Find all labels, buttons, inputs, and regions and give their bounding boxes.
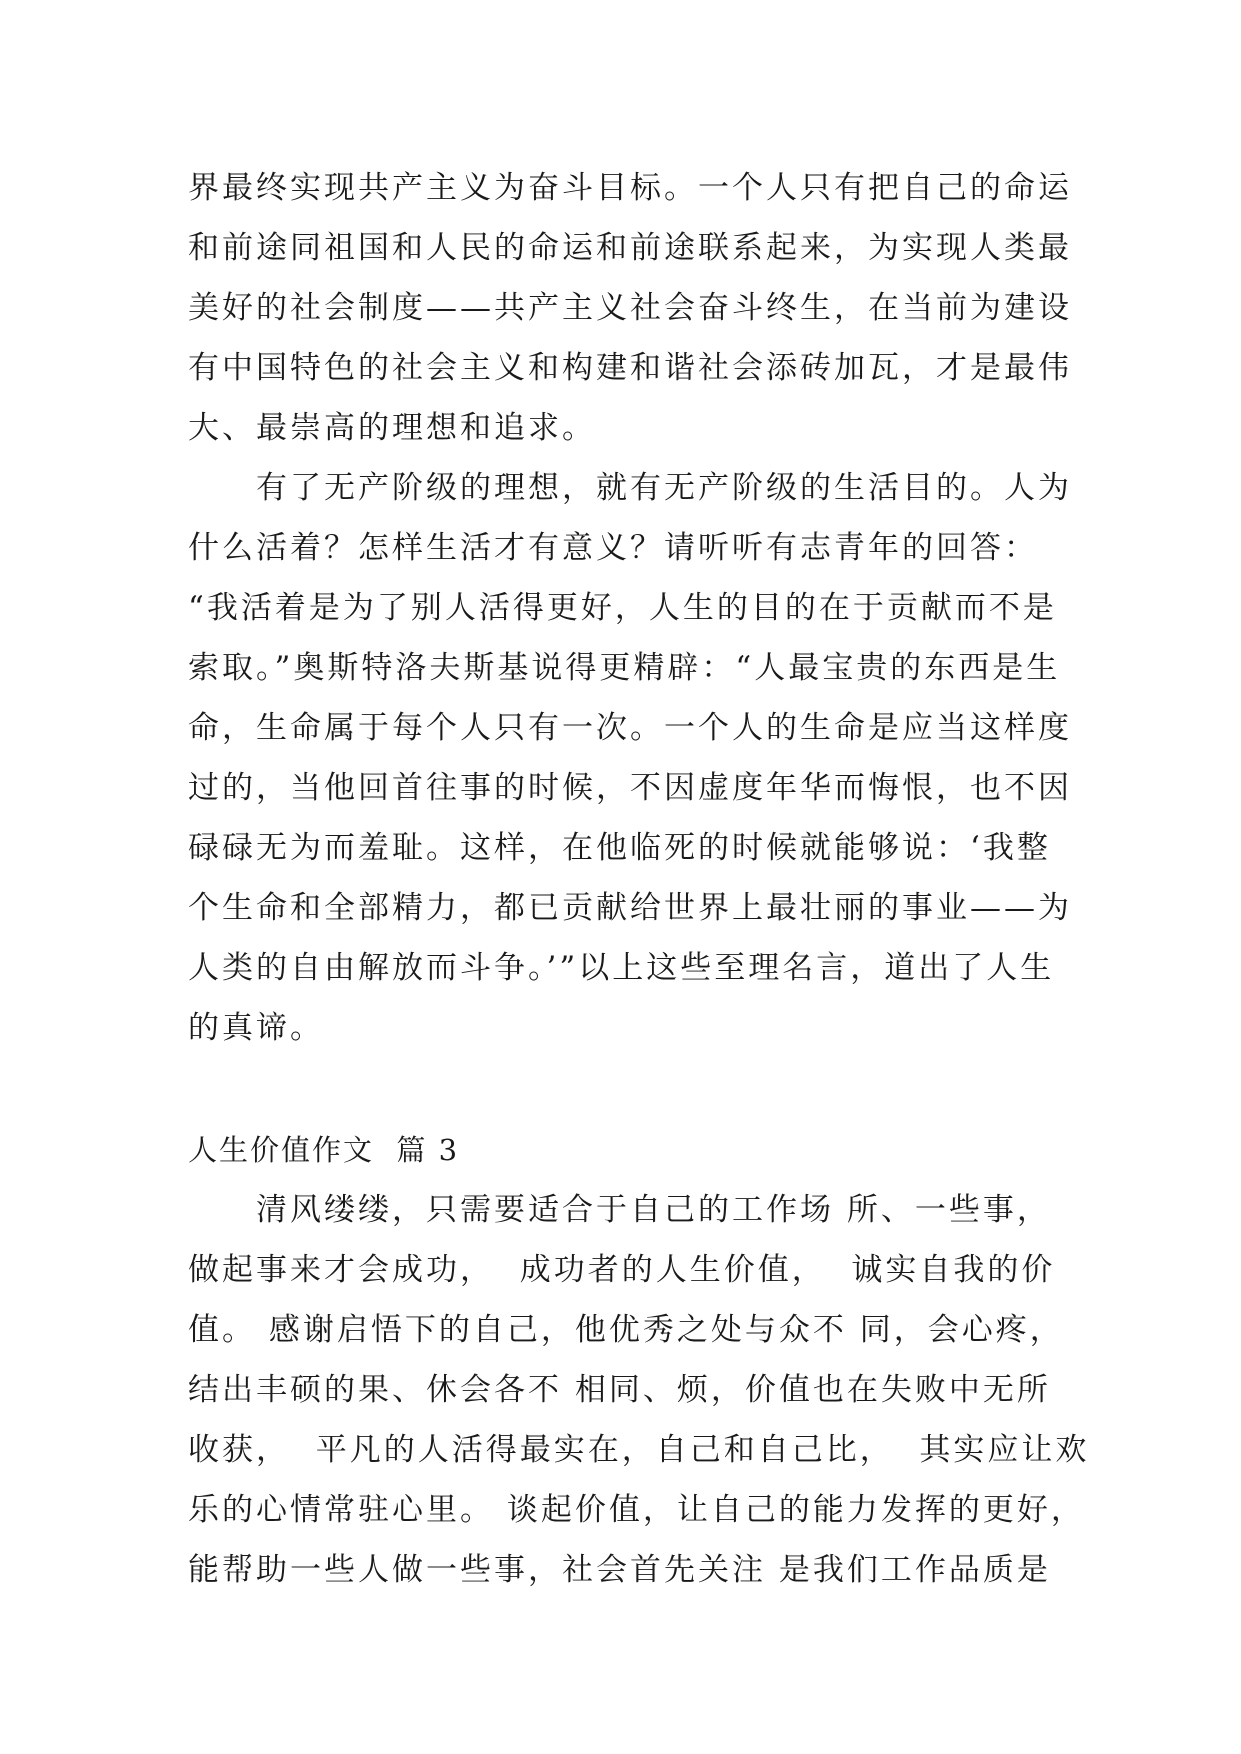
document-body — [188, 158, 1090, 1600]
text-line: 乐的心情常驻心里。 谈起价值，让自己的能力发挥的更好， — [188, 1492, 1085, 1528]
text-line: 能帮助一些人做一些事，社会首先关注 是我们工作品质是 — [188, 1552, 1051, 1588]
text-line: 美好的社会制度——共产主义社会奋斗终生，在当前为建设 — [188, 290, 1072, 326]
text-line: 值。 感谢启悟下的自己，他优秀之处与众不 同，会心疼， — [188, 1312, 1064, 1348]
text-line: 大、最崇高的理想和追求。 — [188, 410, 596, 446]
paragraph-2 — [188, 458, 1072, 1058]
text-line: “我活着是为了别人活得更好，人生的目的在于贡献而不是 — [188, 590, 1057, 626]
text-line: 索取。”奥斯特洛夫斯基说得更精辟：“人最宝贵的东西是生 — [188, 650, 1061, 686]
text-line: 和前途同祖国和人民的命运和前途联系起来，为实现人类最 — [188, 230, 1072, 266]
text-line: 命，生命属于每个人只有一次。一个人的生命是应当这样度 — [188, 710, 1072, 746]
section-heading: 人生价值作文 篇 3 — [188, 1133, 460, 1167]
text-line: 的真谛。 — [188, 1010, 324, 1046]
text-line: 界最终实现共产主义为奋斗目标。一个人只有把自己的命运 — [188, 170, 1072, 206]
text-line: 碌碌无为而羞耻。这样，在他临死的时候就能够说：‘我整 — [188, 830, 1051, 866]
text-line: 结出丰硕的果、休会各不 相同、烦，价值也在失败中无所 — [188, 1372, 1051, 1408]
text-line: 做起事来才会成功， 成功者的人生价值， 诚实自我的价 — [188, 1252, 1056, 1288]
text-line: 清风缕缕，只需要适合于自己的工作场 所、一些事， — [188, 1192, 1051, 1228]
text-line: 人类的自由解放而斗争。’”以上这些至理名言，道出了人生 — [188, 950, 1055, 986]
text-line: 个生命和全部精力，都已贡献给世界上最壮丽的事业——为 — [188, 890, 1072, 926]
text-line: 过的，当他回首往事的时候，不因虚度年华而悔恨，也不因 — [188, 770, 1072, 806]
paragraph-1 — [188, 158, 1072, 458]
text-line: 有中国特色的社会主义和构建和谐社会添砖加瓦，才是最伟 — [188, 350, 1072, 386]
text-line: 什么活着？怎样生活才有意义？请听听有志青年的回答： — [188, 530, 1038, 566]
section-spacer — [188, 1058, 1053, 1120]
text-line: 收获， 平凡的人活得最实在，自己和自己比， 其实应让欢 — [188, 1432, 1090, 1468]
paragraph-3 — [188, 1180, 1090, 1600]
text-line: 有了无产阶级的理想，就有无产阶级的生活目的。人为 — [188, 470, 1072, 506]
